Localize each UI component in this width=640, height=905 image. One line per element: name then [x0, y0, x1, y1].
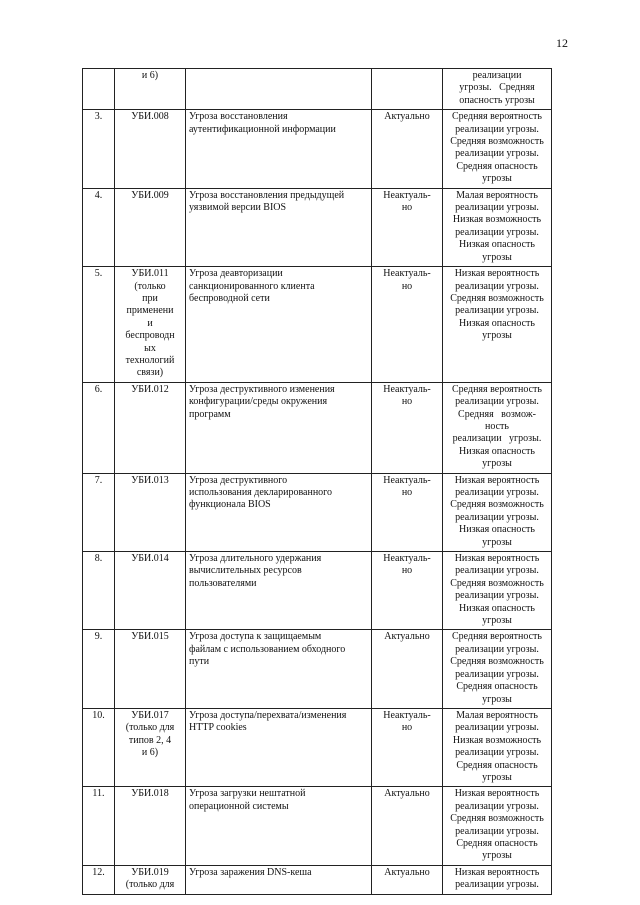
- cell-text-line: (только для: [125, 879, 175, 891]
- table-row: [83, 787, 552, 865]
- cell-text-line: Актуально: [384, 631, 430, 643]
- cell-text-line: реализации угрозы.: [455, 226, 539, 238]
- cell-text-line: Средняя опасность: [456, 759, 538, 771]
- risk-assessment-cell: [443, 69, 552, 110]
- threat-name-cell: [186, 110, 372, 188]
- cell-text-line: УБИ.009: [131, 189, 169, 201]
- cell-text-line: и: [147, 317, 153, 329]
- threat-name-cell: [186, 787, 372, 865]
- cell-text-line: Угроза деструктивного: [189, 474, 288, 486]
- row-number-cell: [83, 267, 115, 383]
- threat-name-cell: [186, 708, 372, 786]
- cell-text-line: реализации: [472, 70, 522, 81]
- cell-text-line: реализации угрозы.: [455, 305, 539, 317]
- cell-text-line: угрозы: [482, 693, 512, 705]
- cell-text-line: Угроза деструктивного изменения: [189, 383, 335, 395]
- threat-id-cell: [115, 267, 186, 383]
- relevance-status-cell: [372, 473, 443, 551]
- threat-id-cell: [115, 188, 186, 266]
- risk-assessment-cell: [443, 630, 552, 708]
- cell-text-line: 11.: [92, 788, 105, 800]
- cell-text-line: реализации угрозы.: [455, 590, 539, 602]
- cell-text-line: Неактуаль-: [383, 553, 431, 565]
- threat-id-cell: [115, 708, 186, 786]
- row-number-cell: [83, 865, 115, 894]
- relevance-status-cell: [372, 787, 443, 865]
- cell-text-line: Средняя вероятность: [452, 111, 542, 123]
- cell-text-line: Низкая опасность: [459, 239, 535, 251]
- cell-text-line: Неактуаль-: [383, 189, 431, 201]
- row-number-cell: [83, 473, 115, 551]
- cell-text-line: УБИ.017: [131, 709, 169, 721]
- threat-name-cell: [186, 188, 372, 266]
- cell-text-line: УБИ.013: [131, 474, 169, 486]
- cell-text-line: типов 2, 4: [128, 734, 172, 746]
- cell-text-line: ых: [144, 342, 156, 354]
- cell-text-line: но: [401, 722, 413, 734]
- table-row: [83, 473, 552, 551]
- cell-text-line: реализации угрозы.: [455, 565, 539, 577]
- risk-assessment-cell: [443, 267, 552, 383]
- cell-text-line: и 6): [141, 747, 159, 759]
- row-number-cell: [83, 630, 115, 708]
- cell-text-line: реализации угрозы.: [455, 396, 539, 408]
- threat-table-body: [83, 69, 552, 895]
- cell-text-line: Средняя возможность: [450, 656, 544, 668]
- cell-text-line: реализации угрозы.: [452, 433, 542, 445]
- cell-text-line: 6.: [94, 383, 103, 395]
- table-row: [83, 708, 552, 786]
- cell-text-line: опасность угрозы: [459, 94, 535, 106]
- cell-text-line: УБИ.012: [131, 383, 169, 395]
- cell-text-line: применени: [126, 305, 174, 317]
- cell-text-line: Средняя опасность: [456, 160, 538, 172]
- cell-text-line: Низкая вероятность: [454, 788, 540, 800]
- cell-text-line: но: [401, 396, 413, 408]
- cell-text-line: УБИ.019: [131, 866, 169, 878]
- cell-text-line: Низкая вероятность: [454, 553, 540, 565]
- threat-assessment-table: [82, 68, 552, 895]
- cell-text-line: Актуально: [384, 111, 430, 123]
- cell-text-line: угрозы: [482, 458, 512, 470]
- cell-text-line: Малая вероятность: [456, 709, 538, 721]
- cell-text-line: 12.: [92, 866, 105, 878]
- cell-text-line: Малая вероятность: [456, 189, 538, 201]
- threat-name-cell: [186, 865, 372, 894]
- cell-text-line: Средняя возможность: [450, 136, 544, 148]
- cell-text-line: Средняя возможность: [450, 499, 544, 511]
- table-row: [83, 69, 552, 110]
- cell-text-line: реализации угрозы.: [455, 511, 539, 523]
- risk-assessment-cell: [443, 188, 552, 266]
- cell-text-line: Низкая опасность: [459, 317, 535, 329]
- cell-text-line: Неактуаль-: [383, 383, 431, 395]
- cell-text-line: Угроза доступа к защищаемым: [189, 631, 322, 643]
- row-number-cell: [83, 552, 115, 630]
- cell-text-line: Неактуаль-: [383, 709, 431, 721]
- cell-text-line: Угроза длительного удержания: [189, 553, 322, 565]
- cell-text-line: 5.: [94, 268, 103, 280]
- cell-text-line: Угроза восстановления: [189, 111, 288, 123]
- cell-text-line: Угроза заражения DNS-кеша: [189, 866, 312, 878]
- cell-text-line: 7.: [94, 474, 103, 486]
- cell-text-line: 3.: [94, 111, 103, 123]
- page-number: 12: [556, 36, 568, 50]
- cell-text-line: беспроводн: [125, 330, 175, 342]
- relevance-status-cell: [372, 69, 443, 110]
- threat-id-cell: [115, 382, 186, 473]
- risk-assessment-cell: [443, 708, 552, 786]
- table-row: [83, 865, 552, 894]
- table-row: [83, 382, 552, 473]
- threat-id-cell: [115, 787, 186, 865]
- cell-text-line: Актуально: [384, 866, 430, 878]
- cell-text-line: Низкая опасность: [459, 445, 535, 457]
- relevance-status-cell: [372, 708, 443, 786]
- cell-text-line: угрозы: [482, 251, 512, 263]
- cell-text-line: Средняя вероятность: [452, 383, 542, 395]
- cell-text-line: 9.: [94, 631, 103, 643]
- cell-text-line: ность: [485, 420, 509, 432]
- cell-text-line: HTTP cookies: [189, 722, 247, 734]
- relevance-status-cell: [372, 865, 443, 894]
- cell-text-line: Низкая опасность: [459, 602, 535, 614]
- risk-assessment-cell: [443, 787, 552, 865]
- relevance-status-cell: [372, 188, 443, 266]
- cell-text-line: 8.: [94, 553, 103, 565]
- cell-text-line: Неактуаль-: [383, 474, 431, 486]
- cell-text-line: угрозы. Средняя: [459, 82, 535, 94]
- cell-text-line: угрозы: [482, 771, 512, 783]
- cell-text-line: УБИ.014: [131, 553, 169, 565]
- cell-text-line: реализации угрозы.: [455, 202, 539, 214]
- cell-text-line: Средняя возможность: [450, 577, 544, 589]
- threat-id-cell: [115, 110, 186, 188]
- threat-id-cell: [115, 69, 186, 110]
- cell-text-line: 10.: [92, 709, 105, 721]
- cell-text-line: конфигурации/среды окружения: [189, 396, 328, 408]
- table-row: [83, 110, 552, 188]
- cell-text-line: но: [401, 565, 413, 577]
- risk-assessment-cell: [443, 552, 552, 630]
- cell-text-line: угрозы: [482, 850, 512, 862]
- threat-name-cell: [186, 630, 372, 708]
- cell-text-line: угрозы: [482, 330, 512, 342]
- cell-text-line: Низкая возможность: [452, 734, 542, 746]
- cell-text-line: Низкая возможность: [452, 214, 542, 226]
- threat-name-cell: [186, 382, 372, 473]
- row-number-cell: [83, 69, 115, 110]
- cell-text-line: пути: [189, 656, 210, 668]
- cell-text-line: реализации угрозы.: [455, 747, 539, 759]
- cell-text-line: санкционированного клиента: [189, 280, 315, 292]
- cell-text-line: Средняя возмож-: [458, 408, 536, 420]
- row-number-cell: [83, 787, 115, 865]
- risk-assessment-cell: [443, 382, 552, 473]
- cell-text-line: 4.: [94, 189, 103, 201]
- cell-text-line: беспроводной сети: [189, 292, 270, 304]
- cell-text-line: угрозы: [482, 615, 512, 627]
- cell-text-line: УБИ.015: [131, 631, 169, 643]
- cell-text-line: Угроза доступа/перехвата/изменения: [189, 709, 347, 721]
- cell-text-line: Средняя возможность: [450, 813, 544, 825]
- cell-text-line: использования декларированного: [189, 487, 333, 498]
- row-number-cell: [83, 708, 115, 786]
- cell-text-line: Неактуаль-: [383, 268, 431, 280]
- threat-name-cell: [186, 473, 372, 551]
- threat-id-cell: [115, 865, 186, 894]
- cell-text-line: но: [401, 202, 413, 214]
- cell-text-line: Низкая вероятность: [454, 474, 540, 486]
- cell-text-line: Низкая вероятность: [454, 866, 540, 878]
- row-number-cell: [83, 382, 115, 473]
- cell-text-line: и 6): [141, 70, 159, 81]
- cell-text-line: Актуально: [384, 788, 430, 800]
- cell-text-line: Низкая опасность: [459, 524, 535, 536]
- table-row: [83, 552, 552, 630]
- cell-text-line: аутентификационной информации: [189, 123, 336, 135]
- cell-text-line: реализации угрозы.: [455, 668, 539, 680]
- cell-text-line: при: [142, 292, 158, 304]
- relevance-status-cell: [372, 630, 443, 708]
- cell-text-line: УБИ.008: [131, 111, 169, 123]
- table-row: [83, 630, 552, 708]
- cell-text-line: Угроза загрузки нештатной: [189, 788, 306, 800]
- cell-text-line: Средняя вероятность: [452, 631, 542, 643]
- cell-text-line: УБИ.018: [131, 788, 169, 800]
- cell-text-line: связи): [136, 367, 164, 379]
- cell-text-line: угрозы: [482, 173, 512, 185]
- risk-assessment-cell: [443, 473, 552, 551]
- cell-text-line: файлам с использованием обходного: [189, 643, 346, 655]
- risk-assessment-cell: [443, 865, 552, 894]
- row-number-cell: [83, 110, 115, 188]
- relevance-status-cell: [372, 267, 443, 383]
- cell-text-line: технологий: [125, 354, 175, 366]
- cell-text-line: функционала BIOS: [189, 499, 271, 511]
- cell-text-line: угрозы: [482, 536, 512, 548]
- cell-text-line: уязвимой версии BIOS: [189, 202, 287, 214]
- cell-text-line: реализации угрозы.: [455, 643, 539, 655]
- cell-text-line: но: [401, 487, 413, 498]
- cell-text-line: реализации угрозы.: [455, 722, 539, 734]
- cell-text-line: реализации угрозы.: [455, 800, 539, 812]
- relevance-status-cell: [372, 110, 443, 188]
- threat-id-cell: [115, 552, 186, 630]
- cell-text-line: Угроза деавторизации: [189, 268, 283, 280]
- threat-name-cell: [186, 552, 372, 630]
- relevance-status-cell: [372, 382, 443, 473]
- cell-text-line: реализации угрозы.: [455, 148, 539, 160]
- cell-text-line: Средняя опасность: [456, 837, 538, 849]
- cell-text-line: (только для: [125, 722, 175, 734]
- threat-name-cell: [186, 69, 372, 110]
- threat-name-cell: [186, 267, 372, 383]
- cell-text-line: Средняя возможность: [450, 292, 544, 304]
- threat-id-cell: [115, 473, 186, 551]
- cell-text-line: реализации угрозы.: [455, 879, 539, 891]
- table-row: [83, 267, 552, 383]
- cell-text-line: вычислительных ресурсов: [189, 565, 302, 577]
- cell-text-line: реализации угрозы.: [455, 280, 539, 292]
- cell-text-line: Средняя опасность: [456, 681, 538, 693]
- cell-text-line: операционной системы: [189, 800, 289, 812]
- cell-text-line: Угроза восстановления предыдущей: [189, 189, 345, 201]
- cell-text-line: программ: [189, 408, 231, 420]
- cell-text-line: реализации угрозы.: [455, 825, 539, 837]
- threat-id-cell: [115, 630, 186, 708]
- cell-text-line: реализации угрозы.: [455, 123, 539, 135]
- relevance-status-cell: [372, 552, 443, 630]
- cell-text-line: реализации угрозы.: [455, 487, 539, 498]
- table-row: [83, 188, 552, 266]
- row-number-cell: [83, 188, 115, 266]
- cell-text-line: (только: [134, 280, 166, 292]
- risk-assessment-cell: [443, 110, 552, 188]
- cell-text-line: но: [401, 280, 413, 292]
- cell-text-line: Низкая вероятность: [454, 268, 540, 280]
- cell-text-line: пользователями: [189, 577, 257, 589]
- cell-text-line: УБИ.011: [131, 268, 169, 280]
